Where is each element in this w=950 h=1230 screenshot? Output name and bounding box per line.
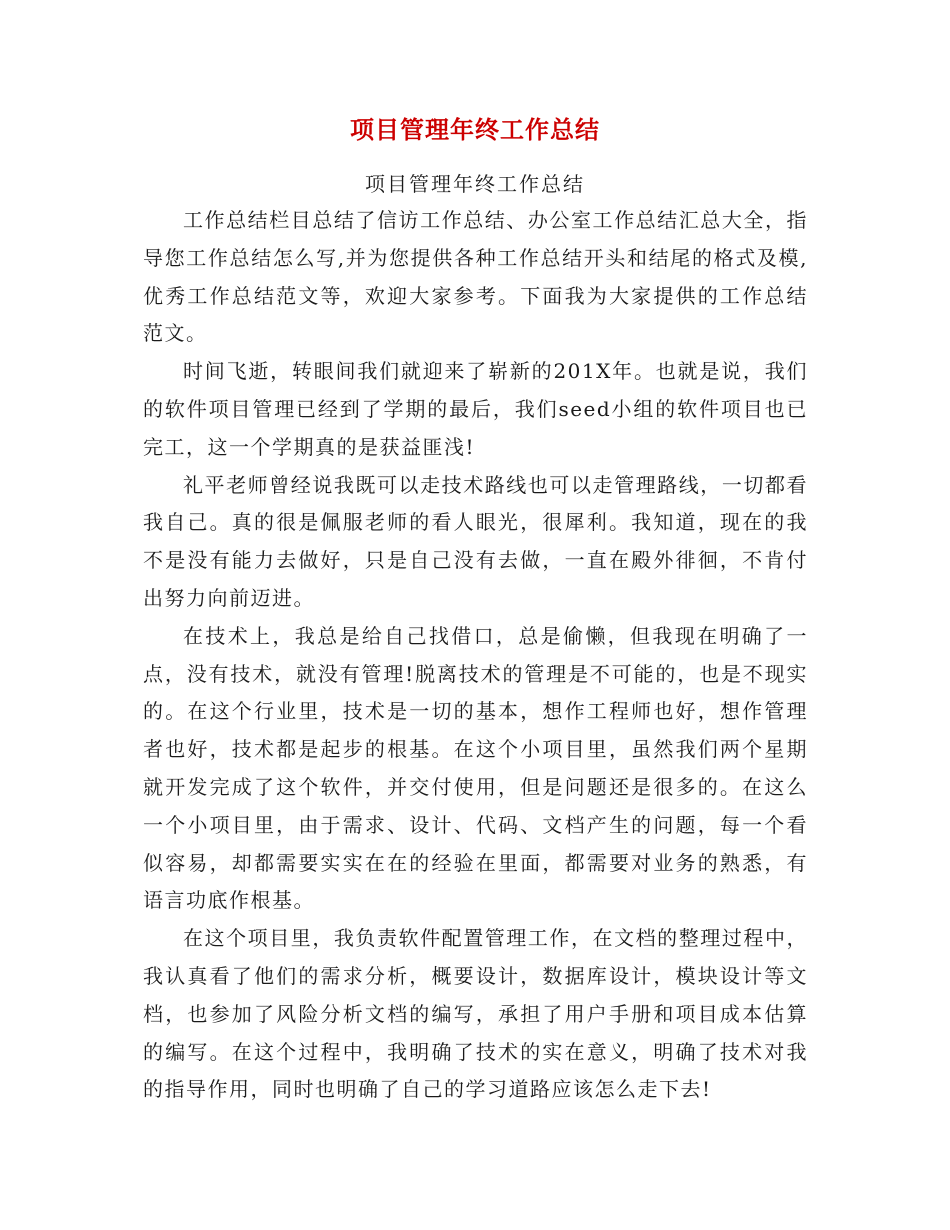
paragraph: 时间飞逝，转眼间我们就迎来了崭新的201X年。也就是说，我们的软件项目管理已经到了学期的最后，我们seed小组的软件项目也已完工，这一个学期真的是获益匪浅! (143, 359, 808, 459)
paragraph: 礼平老师曾经说我既可以走技术路线也可以走管理路线，一切都看我自己。真的很是佩服老师的看人眼光，很犀利。我知道，现在的我不是没有能力去做好，只是自己没有去做，一直在殿外徘徊，不肯付出努力向前迈进。 (143, 472, 808, 610)
paragraph: 在技术上，我总是给自己找借口，总是偷懒，但我现在明确了一点，没有技术，就没有管理!脱离技术的管理是不可能的，也是不现实的。在这个行业里，技术是一切的基本，想作工程师也好，想作管理者也好，技术都是起步的根基。在这个小项目里，虽然我们两个星期就开发完成了这个软件，并交付使用，但是问题还是很多的。在这么一个小项目里，由于需求、设计、代码、文档产生的问题，每一个看似容易，却都需要实实在在的经验在里面，都需要对业务的熟悉，有语言功底作根基。 (143, 623, 808, 913)
document-body (143, 202, 808, 1109)
paragraph: 在这个项目里，我负责软件配置管理工作，在文档的整理过程中，我认真看了他们的需求分析，概要设计，数据库设计，模块设计等文档，也参加了风险分析文档的编写，承担了用户手册和项目成本估算的编写。在这个过程中，我明确了技术的实在意义，明确了技术对我的指导作用，同时也明确了自己的学习道路应该怎么走下去! (143, 926, 808, 1102)
document-subtitle: 项目管理年终工作总结 (365, 172, 585, 196)
document-title: 项目管理年终工作总结 (350, 116, 600, 144)
paragraph: 工作总结栏目总结了信访工作总结、办公室工作总结汇总大全，指导您工作总结怎么写,并为您提供各种工作总结开头和结尾的格式及模,优秀工作总结范文等，欢迎大家参考。下面我为大家提供的工作总结范文。 (143, 208, 808, 346)
